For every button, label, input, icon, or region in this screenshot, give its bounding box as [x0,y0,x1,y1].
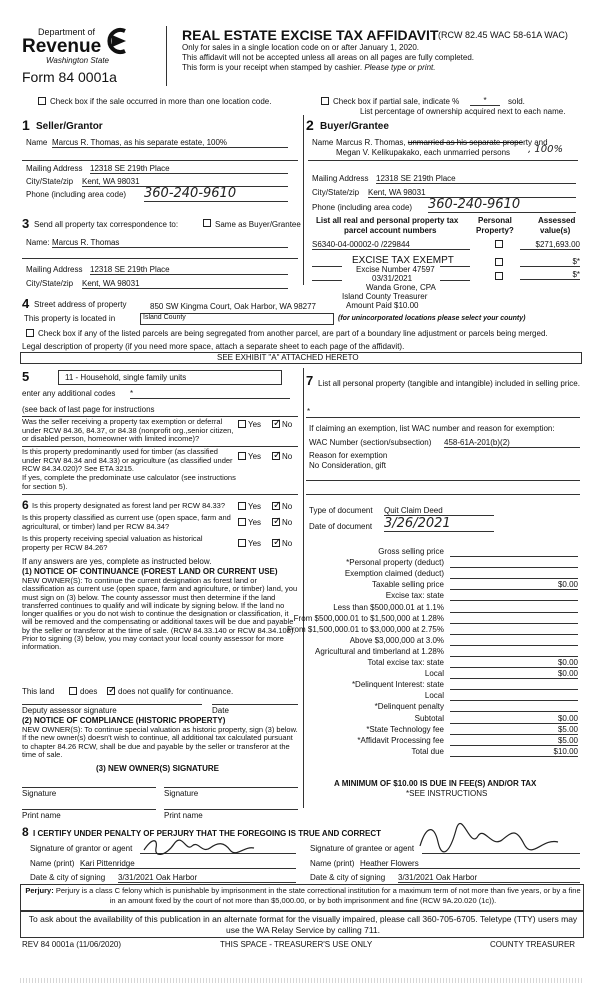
section-7-number: 7 [306,373,314,388]
section-5-number: 5 [22,369,30,384]
land-does-label: does [80,687,98,696]
stamp-line-5: Island County Treasurer [342,292,428,301]
reason-value[interactable]: No Consideration, gift [309,461,386,470]
logo-revenue-text: Revenue [22,36,102,57]
calc-row-label: *Delinquent penalty [374,702,444,712]
minimum-due-note: A MINIMUM OF $10.00 IS DUE IN FEE(S) AND/OR TAX [334,779,537,788]
calc-row-value[interactable]: $5.00 [450,736,578,746]
s6-q2-no-label: No [282,518,293,527]
stamp-line-2: Excise Number 47597 [356,265,435,274]
land-does-not-checkbox[interactable]: ✓ [108,685,117,696]
perjury-text: Perjury: Perjury is a class C felony which is punishable by imprisonment in the state correctional institution for a maximum term of not more than five years, or by a fine in an amount fixed by the court of not more than $5,000.00, or by both imprisonment and fine (RCW 9A.20.020 (1c)). [25,886,581,905]
assessed-value-3[interactable]: $* [520,270,580,280]
calc-row-label: Local [424,691,444,701]
calc-row-value[interactable] [450,691,578,701]
calc-row-label: Taxable selling price [371,580,444,590]
doc-type-field[interactable]: Quit Claim Deed [384,506,494,516]
sold-label: sold. [508,97,525,106]
seller-name-field[interactable]: Marcus R. Thomas, as his separate estate, 100% [52,138,288,148]
s6-q1-yes-label: Yes [248,502,262,511]
calc-row-label: From $1,500,000.01 to $3,000,000 at 2.75% [286,624,444,634]
county-select[interactable]: Island County [140,313,334,325]
seller-city-field[interactable]: Kent, WA 98031 [82,177,288,187]
county-treasurer-label: COUNTY TREASURER [490,940,576,949]
new-owner-signature-title: (3) NEW OWNER(S) SIGNATURE [96,764,219,773]
revenue-logo-icon [104,26,130,56]
header-line-3: This form is your receipt when stamped by cashier. Please type or print. [182,63,436,72]
calc-row-label: Total due [411,746,444,756]
seller-phone-field[interactable]: 360-240-9610 [144,186,288,202]
multi-location-checkbox[interactable] [38,97,46,105]
calc-row-value[interactable]: $0.00 [450,714,578,724]
calc-row-value[interactable] [450,558,578,568]
partial-sale-label: Check box if partial sale, indicate % [333,97,460,106]
land-does-checkbox[interactable] [69,687,77,695]
calc-row-value[interactable] [450,636,578,646]
s6-q3-yes-checkbox[interactable] [238,539,246,547]
grantee-date-field[interactable]: 3/31/2021 Oak Harbor [398,873,580,883]
seller-phone-label: Phone (including area code) [26,190,127,199]
segregated-label: Check box if any of the listed parcels are being segregated from another parcel, are part of a boundary line adjustment or parcels being merged. [38,329,548,338]
calc-row-label: Exemption claimed (deduct) [344,569,444,579]
logo-dept-text: Department of [38,27,96,37]
calc-row-value[interactable]: $10.00 [450,747,578,757]
this-land-label: This land [22,687,55,696]
deputy-date-label: Date [212,706,229,715]
buyer-heading: Buyer/Grantee [320,121,389,132]
see-instructions-note: *SEE INSTRUCTIONS [406,789,488,798]
buyer-phone-label: Phone (including area code) [312,203,413,212]
calc-row-value[interactable] [450,569,578,579]
value-header: value(s) [540,226,571,235]
doc-date-field[interactable]: 3/26/2021 [384,516,494,532]
reason-label: Reason for exemption [309,451,388,460]
see-back-note: (see back of last page for instructions [22,405,155,414]
personal-property-label: List all personal property (tangible and intangible) included in selling price. [318,379,580,388]
header-line-1: Only for sales in a single location code on or after January 1, 2020. [182,43,420,52]
calc-row-label: Total excise tax: state [367,658,444,667]
scan-noise-strip [20,978,582,983]
personal-property-checkbox-2[interactable] [495,258,503,266]
deputy-assessor-label: Deputy assessor signature [22,706,117,715]
owner-print-1-label: Print name [22,811,61,820]
notice-compliance-body: NEW OWNER(S): To continue special valuation as historic property, sign (3) below. If the new owner(s) doesn't wish to continue, all additional tax calculated pursuant to chapter 84.26 RCW, shall be due and payable by the seller or transferor at the time of sale. [22,725,298,759]
grantor-date-label: Date & city of signing [30,873,106,882]
grantee-name-label: Name (print) [310,859,355,868]
claim-exemption-label: If claiming an exemption, list WAC number and reason for exemption: [309,424,555,433]
assessed-value-1[interactable]: $271,693.00 [520,240,580,250]
notice-continuance-body: NEW OWNER(S): To continue the current designation as forest land or classification as current use (open space, farm and agriculture, or timber) land, you must sign on (3) below. The county assessor must then determine if the land transferred continues to qualify and will indicate by signing below. If the land no longer qualifies or you do not wish to continue the designation or classification, it will be removed and the compensating or additional taxes will be due and payable by the seller or transferor at the time of sale. (RCW 84.33.140 or RCW 84.34.108). Prior to signing (3) below, you may contact your local county assessor for more information. [22,576,298,652]
seller-mail-field[interactable]: 12318 SE 219th Place [90,164,288,174]
s6-q2-yes-checkbox[interactable] [238,518,246,526]
form-title: REAL ESTATE EXCISE TAX AFFIDAVIT [182,27,439,43]
multi-location-label: Check box if the sale occurred in more than one location code. [50,97,272,106]
q2-no-checkbox[interactable]: ✓ [273,450,282,461]
parcel-header-2: parcel account numbers [344,226,437,235]
header-line-2: This affidavit will not be accepted unless all areas on all pages are fully completed. [182,53,475,62]
assessed-value-2[interactable]: $* [520,257,580,267]
calc-row-value[interactable] [450,702,578,712]
s6-q3-no-checkbox[interactable]: ✓ [273,537,282,548]
stamp-line-1: EXCISE TAX EXEMPT [352,255,454,266]
calc-row-label: Agricultural and timberland at 1.28% [315,646,444,656]
buyer-ownership-handwritten: , 100% [528,144,563,155]
section-2-number: 2 [306,117,314,133]
additional-codes-label: enter any additional codes [22,389,116,398]
treasurer-space-label: THIS SPACE - TREASURER'S USE ONLY [220,940,373,949]
calc-row-value[interactable] [450,614,578,624]
buyer-mail-label: Mailing Address [312,174,369,183]
calc-row-label: Excise tax: state [385,591,444,601]
logo-state-text: Washington State [46,56,110,65]
s6-q1-no-label: No [282,502,293,511]
partial-sale-checkbox[interactable] [321,97,329,105]
q2-no-label: No [282,452,293,461]
calc-row-value[interactable] [450,680,578,690]
grantor-name-label: Name (print) [30,859,75,868]
q1-no-label: No [282,420,293,429]
legal-description-label: Legal description of property (if you need more space, attach a separate sheet to each page of the affidavit). [22,342,405,351]
grantor-signature[interactable] [140,836,260,858]
calculator-note: If yes, complete the predominate use calculator (see instructions for section 5). [22,473,236,491]
parcel-header-1: List all real and personal property tax [316,216,459,225]
revision-code: REV 84 0001a (11/06/2020) [22,940,122,949]
notice-compliance-title: (2) NOTICE OF COMPLIANCE (HISTORIC PROPERTY) [22,716,226,725]
same-as-buyer-checkbox[interactable] [203,219,211,227]
calc-row-value[interactable]: $5.00 [450,725,578,735]
calc-row-label: Less than $500,000.01 at 1.1% [333,602,444,612]
corr-city-field[interactable]: Kent, WA 98031 [82,279,288,289]
property-header: Property? [476,226,514,235]
corr-name-label: Name: [26,238,50,247]
form-number: Form 84 0001a [22,69,117,85]
uninc-note: (for unincorporated locations please select your county) [338,315,526,322]
additional-codes-field[interactable]: * [130,389,290,399]
correspondence-label: Send all property tax correspondence to: [34,220,179,229]
corr-mail-label: Mailing Address [26,265,83,274]
s6-q1-no-checkbox[interactable]: ✓ [273,500,282,511]
section-4-number: 4 [22,296,30,311]
grantor-signature-label: Signature of grantor or agent [30,844,133,853]
calc-row-value[interactable]: $0.00 [450,658,578,668]
personal-property-checkbox-3[interactable] [495,272,503,280]
q1-no-checkbox[interactable]: ✓ [273,418,282,429]
alt-format-text: To ask about the availability of this publication in an alternate format for the visually impaired, please call 360-705-6705. Teletype (TTY) users may use the WA Relay Service by calling 711. [28,914,578,935]
partial-percent-field[interactable]: * [470,96,500,106]
any-yes-note: If any answers are yes, complete as instructed below. [22,557,212,566]
located-in-label: This property is located in [24,314,116,323]
q1-yes-label: Yes [248,420,262,429]
seller-name-label: Name [26,138,48,147]
calc-row-value[interactable]: $0.00 [450,669,578,679]
header-divider [166,26,167,86]
seller-mail-label: Mailing Address [26,164,83,173]
calc-row-value[interactable] [450,647,578,657]
section-6-number: 6 [22,498,29,512]
parcel-row-1[interactable]: S6340-04-00002-0 /229844 [312,240,470,250]
exhibit-text: SEE EXHIBIT "A" ATTACHED HERETO [217,353,359,362]
buyer-name-label: Name [312,138,334,147]
s6-q1-yes-checkbox[interactable] [238,502,246,510]
stamp-line-4: Wanda Grone, CPA [366,283,436,292]
s6-q3-yes-label: Yes [248,539,262,548]
calc-row-label: Local [424,669,444,679]
rcw-reference: (RCW 82.45 WAC 58-61A WAC) [438,30,568,40]
section-1-number: 1 [22,117,30,133]
notice-continuance-title: (1) NOTICE OF CONTINUANCE (FOREST LAND OR CURRENT USE) [22,567,278,576]
q1-yes-checkbox[interactable] [238,420,246,428]
buyer-city-label: City/State/zip [312,188,360,197]
same-as-buyer-label: Same as Buyer/Grantee [215,220,301,229]
ownership-note: List percentage of ownership acquired next to each name. [360,107,566,116]
land-use-select[interactable] [58,370,282,385]
perjury-box [20,884,584,912]
q2-yes-checkbox[interactable] [238,452,246,460]
q2-yes-label: Yes [248,452,262,461]
calc-row-label: *Personal property (deduct) [346,558,444,568]
segregated-checkbox[interactable] [26,329,34,337]
buyer-name-line-1[interactable]: Marcus R. Thomas, unmarried as his separate property and [336,138,548,147]
calc-row-label: Gross selling price [378,547,444,556]
street-address-label: Street address of property [34,300,127,309]
calc-row-label: Subtotal [414,713,444,723]
certify-statement: I CERTIFY UNDER PENALTY OF PERJURY THAT THE FOREGOING IS TRUE AND CORRECT [33,829,382,838]
corr-city-label: City/State/zip [26,279,74,288]
corr-mail-field[interactable]: 12318 SE 219th Place [90,265,288,275]
personal-property-field[interactable]: * [307,407,311,416]
seller-heading: Seller/Grantor [36,121,103,132]
calc-row-label: From $500,000.01 to $1,500,000 at 1.28% [293,613,444,623]
owner-signature-2-label: Signature [164,789,199,798]
calc-row-label: *State Technology fee [366,724,444,734]
grantee-date-label: Date & city of signing [310,873,386,882]
buyer-city-field[interactable]: Kent, WA 98031 [368,188,576,198]
exemption-question: Was the seller receiving a property tax exemption or deferral under RCW 84.36, 84.37, or 84.38 (nonprofit org.,senior citizen, or disabled person, homeowner with limited income)? [22,417,234,444]
stamp-line-6: Amount Paid $10.00 [346,301,419,310]
corr-name-field[interactable]: Marcus R. Thomas [52,238,288,248]
calc-row-value[interactable]: $0.00 [450,580,578,590]
doc-type-label: Type of document [309,506,373,515]
land-does-not-label: does not qualify for continuance. [118,687,234,696]
personal-property-checkbox-1[interactable] [495,240,503,248]
s6-q3-no-label: No [282,539,293,548]
stamp-line-3: 03/31/2021 [372,274,413,283]
historic-question: Is this property receiving special valuation as historical property per RCW 84.26? [22,534,203,552]
calc-row-value[interactable] [450,591,578,601]
s6-q2-yes-label: Yes [248,518,262,527]
grantor-name-field[interactable]: Kari Pittenridge [80,859,296,869]
assessed-header: Assessed [538,216,576,225]
doc-date-label: Date of document [309,522,373,531]
buyer-mail-field[interactable]: 12318 SE 219th Place [376,174,576,184]
personal-header: Personal [478,216,512,225]
calc-row-value[interactable] [450,603,578,613]
buyer-phone-field[interactable]: 360-240-9610 [428,197,576,213]
seller-city-label: City/State/zip [26,177,74,186]
s6-q2-no-checkbox[interactable]: ✓ [273,516,282,527]
current-use-question: Is this property classified as current use (open space, farm and agricultural, or timber) land per RCW 84.34? [22,513,231,531]
alt-format-box [20,910,584,938]
timber-question: Is this property predominantly used for timber (as classified under RCW 84.34 and 84.33) or agriculture (as classified under RCW 84.34.020)? See ETA 3215. [22,447,233,474]
legal-description-field[interactable] [20,352,582,364]
calc-row-label: *Delinquent Interest: state [351,680,444,690]
grantee-signature-label: Signature of grantee or agent [310,844,415,853]
wac-number-field[interactable]: 458-61A-201(b)(2) [444,438,580,448]
forest-land-question: Is this property designated as forest land per RCW 84.33? [32,501,226,510]
calc-row-value[interactable] [450,625,578,635]
owner-signature-1-label: Signature [22,789,57,798]
grantee-signature[interactable] [412,822,562,856]
owner-print-2-label: Print name [164,811,203,820]
calc-row-value[interactable] [450,547,578,557]
calc-row-label: *Affidavit Processing fee [357,735,444,745]
calc-row-label: Above $3,000,000 at 3.0% [349,635,444,645]
wac-number-label: WAC Number (section/subsection) [309,438,432,447]
land-use-value: 11 - Household, single family units [65,373,187,382]
buyer-name-line-2[interactable]: Megan V. Kelikupakako, each unmarried persons [336,148,511,157]
grantee-name-field[interactable]: Heather Flowers [360,859,580,869]
street-address-field[interactable]: 850 SW Kingma Court, Oak Harbor, WA 98277 [150,302,317,311]
section-3-number: 3 [22,216,30,231]
grantor-date-field[interactable]: 3/31/2021 Oak Harbor [118,873,296,883]
section-8-number: 8 [22,825,29,839]
